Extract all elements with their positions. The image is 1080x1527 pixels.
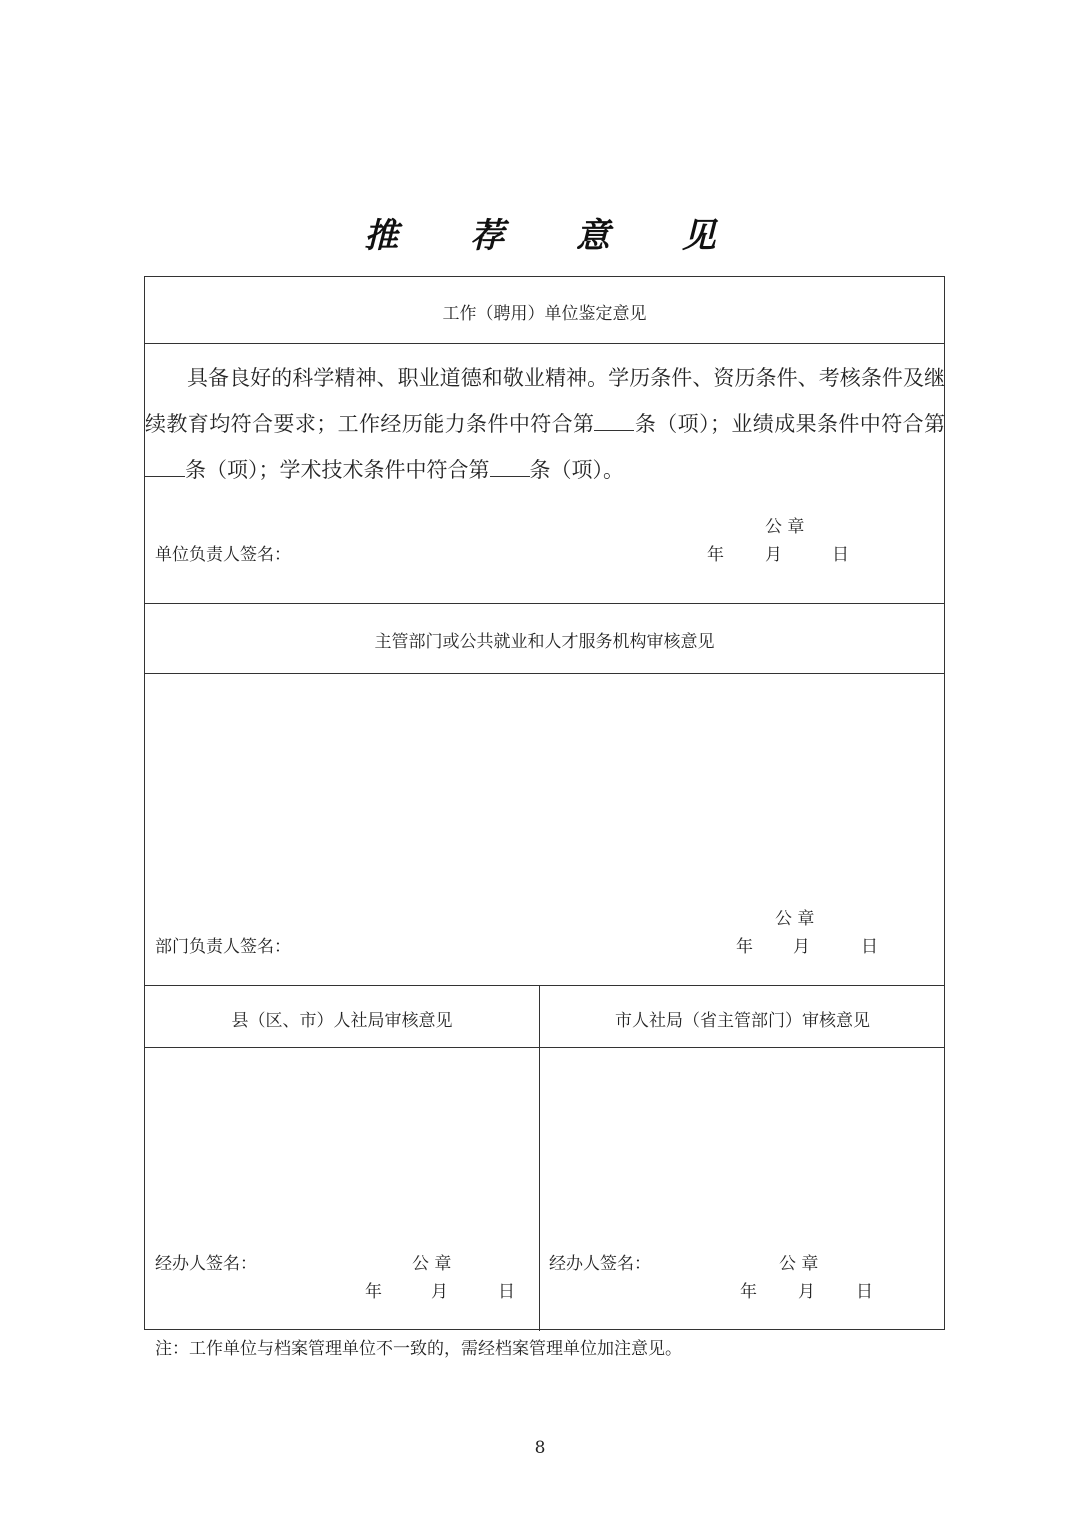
section2-year: 年 (736, 937, 753, 957)
section1-text-a: 具备良好的科学精神、职业道德和敬业精神。学历条件、资历条件、考核条件及继续教育均符合要求；工作经历能力条件中符合第 (145, 366, 945, 436)
blank-field[interactable] (145, 458, 185, 477)
page-number: 8 (534, 1438, 546, 1458)
section3-right-signer: 经办人签名： (549, 1254, 651, 1274)
page-title: 推 荐 意 见 (364, 216, 746, 256)
section1-day: 日 (832, 545, 849, 565)
section2-month: 月 (793, 937, 810, 957)
section3-right-seal: 公 章 (779, 1254, 819, 1274)
blank-field[interactable] (490, 458, 530, 477)
divider (145, 343, 944, 344)
section3-left-seal: 公 章 (412, 1254, 452, 1274)
section1-text-d: 条（项）。 (529, 458, 624, 482)
column-divider (539, 985, 540, 1331)
section1-year: 年 (707, 545, 724, 565)
section2-header: 主管部门或公共就业和人才服务机构审核意见 (374, 632, 715, 652)
section3-right-year: 年 (740, 1282, 757, 1302)
section1-body (145, 355, 945, 493)
section1-month: 月 (765, 545, 782, 565)
section3-left-day: 日 (498, 1282, 515, 1302)
section2-seal: 公 章 (775, 909, 815, 929)
blank-field[interactable] (594, 412, 634, 431)
section1-text-c: 条（项）；学术技术条件中符合第 (185, 458, 490, 482)
section3-left-year: 年 (365, 1282, 382, 1302)
section3-left-month: 月 (431, 1282, 448, 1302)
footnote: 注：工作单位与档案管理单位不一致的，需经档案管理单位加注意见。 (155, 1339, 682, 1359)
divider (145, 603, 944, 604)
section3-right-day: 日 (856, 1282, 873, 1302)
section3-right-header: 市人社局（省主管部门）审核意见 (615, 1011, 870, 1031)
section2-signer: 部门负责人签名： (155, 937, 291, 957)
section3-right-month: 月 (798, 1282, 815, 1302)
divider (145, 673, 944, 674)
section1-seal: 公 章 (765, 517, 805, 537)
divider (145, 985, 944, 986)
section3-left-signer: 经办人签名： (155, 1254, 257, 1274)
section3-left-header: 县（区、市）人社局审核意见 (231, 1011, 453, 1031)
section1-header: 工作（聘用）单位鉴定意见 (442, 304, 647, 324)
section2-day: 日 (861, 937, 878, 957)
section1-text-b: 条（项）；业绩成果条件中符合第 (634, 412, 946, 436)
recommendation-form (144, 276, 945, 1330)
divider (145, 1047, 944, 1048)
section1-signer: 单位负责人签名： (155, 545, 291, 565)
